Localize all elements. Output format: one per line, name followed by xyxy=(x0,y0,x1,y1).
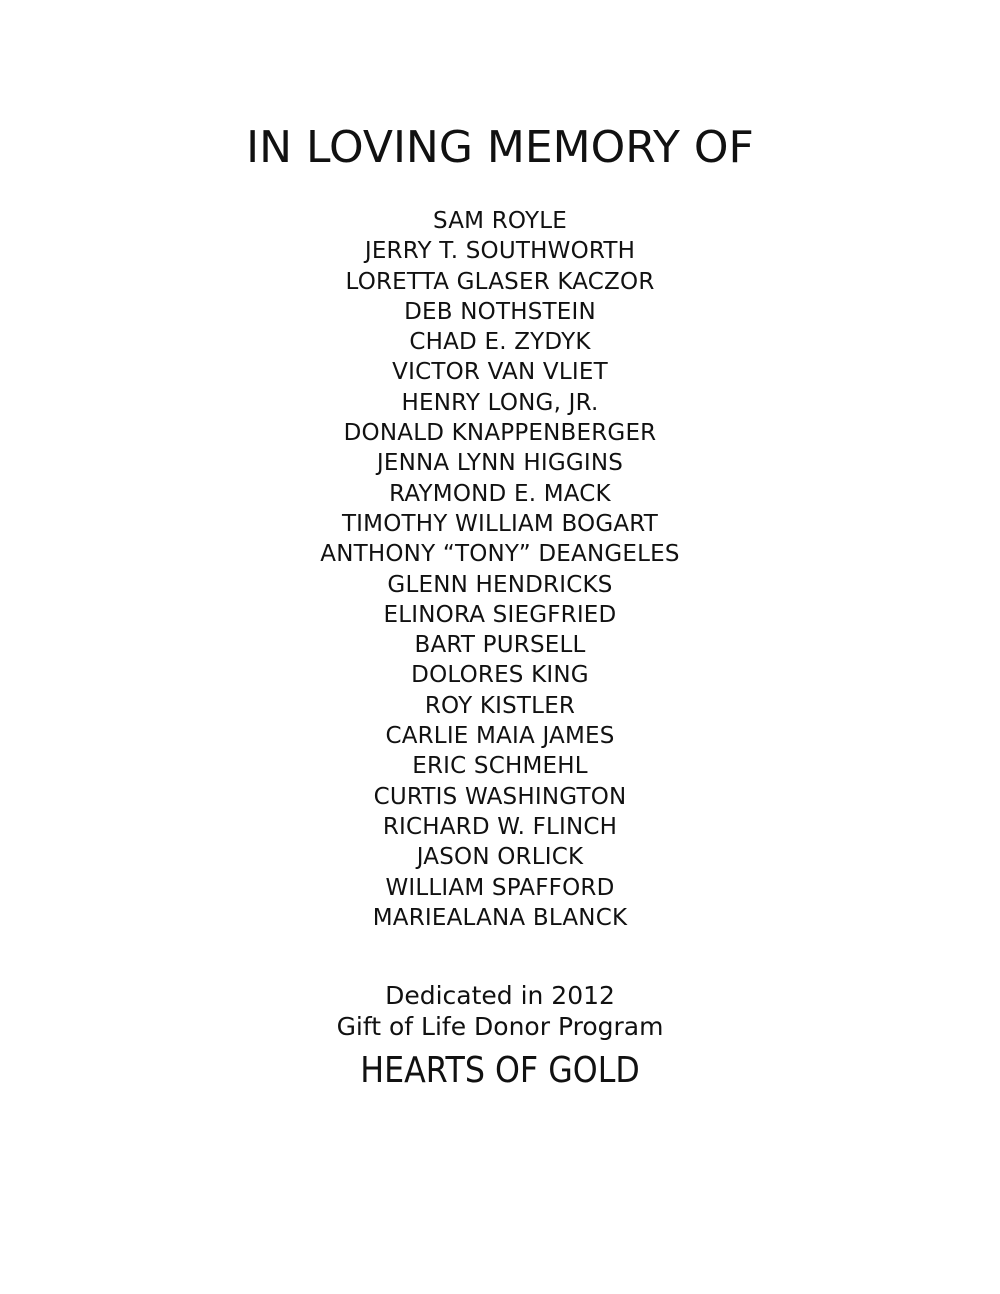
memorial-name: VICTOR VAN VLIET xyxy=(392,359,608,386)
memorial-name: RICHARD W. FLINCH xyxy=(382,813,618,840)
memorial-name: ERIC SCHMEHL xyxy=(412,753,588,780)
memorial-name: RAYMOND E. MACK xyxy=(389,480,611,507)
dedication-year: Dedicated in 2012 xyxy=(385,981,615,1010)
memorial-name: DONALD KNAPPENBERGER xyxy=(343,420,657,447)
memorial-name: JENNA LYNN HIGGINS xyxy=(376,450,624,477)
memorial-name: WILLIAM SPAFFORD xyxy=(385,874,615,901)
memorial-name: CARLIE MAIA JAMES xyxy=(385,723,615,750)
memorial-name: CURTIS WASHINGTON xyxy=(373,783,627,810)
memorial-name: DEB NOTHSTEIN xyxy=(404,298,596,325)
dedication-block xyxy=(0,980,1000,1042)
memorial-name: ROY KISTLER xyxy=(424,692,576,719)
memorial-name: GLENN HENDRICKS xyxy=(387,571,613,598)
memorial-name: TIMOTHY WILLIAM BOGART xyxy=(341,510,659,537)
memorial-name: CHAD E. ZYDYK xyxy=(409,329,591,356)
memorial-name: JERRY T. SOUTHWORTH xyxy=(364,238,636,265)
memorial-name: SAM ROYLE xyxy=(433,208,567,234)
memorial-name: ELINORA SIEGFRIED xyxy=(383,601,617,628)
memorial-name: MARIEALANA BLANCK xyxy=(372,904,628,931)
memorial-name: HENRY LONG, JR. xyxy=(401,389,599,416)
memorial-name: JASON ORLICK xyxy=(416,844,584,871)
memorial-name: DOLORES KING xyxy=(411,662,589,689)
names-list xyxy=(0,206,1000,933)
memorial-name: BART PURSELL xyxy=(414,632,586,659)
memorial-name: ANTHONY “TONY” DEANGELES xyxy=(320,541,680,568)
memorial-name: LORETTA GLASER KACZOR xyxy=(345,268,655,295)
page-title: IN LOVING MEMORY OF xyxy=(246,122,754,173)
hearts-of-gold-title: HEARTS OF GOLD xyxy=(360,1050,640,1091)
dedication-program: Gift of Life Donor Program xyxy=(336,1012,664,1041)
